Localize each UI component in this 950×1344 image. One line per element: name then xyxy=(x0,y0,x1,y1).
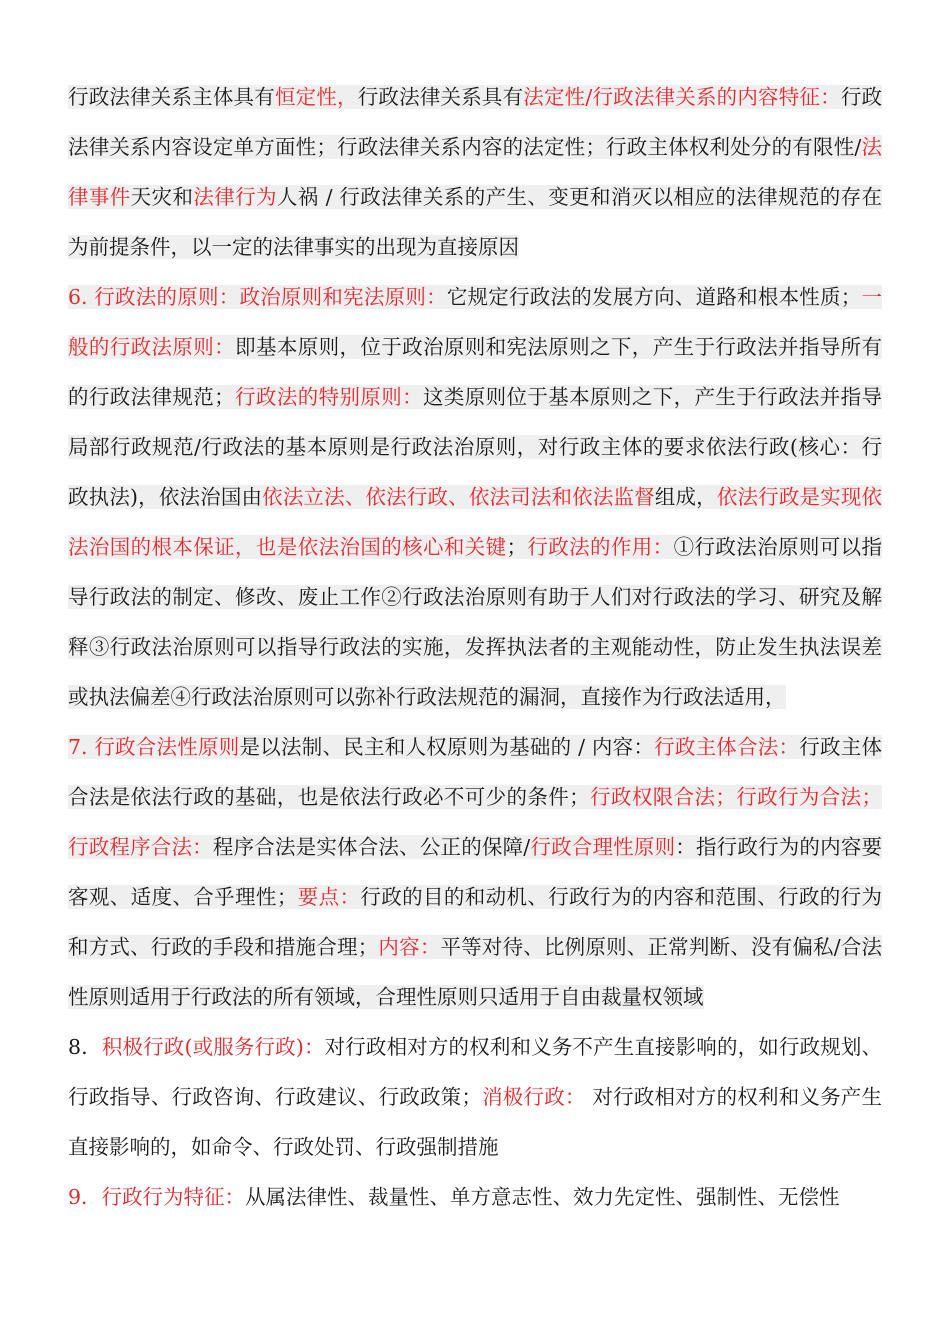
body-text: 组成， xyxy=(654,485,717,509)
paragraph-1 xyxy=(68,72,882,272)
highlighted-term: 行政权限合法；行政行为合法；行政程序合法： xyxy=(68,785,883,859)
body-text: 人祸 / 行政法律关系的产生、变更和消灭以相应的法律规范的存在为前提条件，以一定的法律事实的出现为直接原因 xyxy=(68,185,883,259)
highlighted-term: 法律事件 xyxy=(68,135,883,209)
body-text: 天灾和 xyxy=(130,185,194,209)
highlighted-term: 依法行政是实现依法治国的根本保证，也是依法治国的核心和关键 xyxy=(68,485,883,559)
highlighted-term: 内容： xyxy=(378,935,441,959)
paragraph-2 xyxy=(68,272,882,722)
body-text: 程序合法是实体合法、公正的保障/ xyxy=(212,835,531,859)
body-text: ①行政法治原则可以指导行政法的制定、修改、废止工作②行政法治原则有助于人们对行政法的学习、研究及解释③行政法治原则可以指导行政法的实施，发挥执法者的主观能动性，防止发生执法误差或执法偏差④行政法治原则可以弥补行政法规范的漏洞，直接作为行政法适用， xyxy=(68,535,883,709)
highlighted-term: 行政法的特别原则： xyxy=(234,385,423,409)
body-text: 行政主体合法是依法行政的基础，也是依法行政必不可少的条件； xyxy=(68,735,883,809)
highlighted-term: 恒定性， xyxy=(274,85,358,109)
paragraph-4 xyxy=(68,1022,882,1172)
body-text: 对行政相对方的权利和义务产生直接影响的，如命令、行政处罚、行政强制措施 xyxy=(68,1085,883,1159)
body-text: 平等对待、比例原则、正常判断、没有偏私/合法性原则适用于行政法的所有领域，合理性原则只适用于自由裁量权领域 xyxy=(68,935,883,1009)
body-text: 即基本原则，位于政治原则和宪法原则之下，产生于行政法并指导所有的行政法律规范； xyxy=(68,335,883,409)
highlighted-term: 行政合理性原则 xyxy=(530,835,676,859)
body-text: ：指行政行为的内容要客观、适度、合乎理性； xyxy=(68,835,883,909)
highlighted-term: 9．行政行为特征： xyxy=(68,1185,246,1209)
highlighted-term: 法定性/行政法律关系的内容特征： xyxy=(523,85,841,109)
highlighted-term: 一般的行政法原则： xyxy=(68,285,883,359)
body-text: 它规定行政法的发展方向、道路和根本性质； xyxy=(446,285,862,309)
body-text: 行政法律关系主体具有 xyxy=(68,85,275,109)
highlighted-term: 法律行为 xyxy=(193,185,277,209)
body-text: 行政法律关系内容设定单方面性；行政法律关系内容的法定性；行政主体权利处分的有限性/ xyxy=(68,85,883,159)
body-text: 这类原则位于基本原则之下，产生于行政法并指导局部行政规范/行政法的基本原则是行政法治原则，对行政主体的要求依法行政(核心：行政执法)，依法治国由 xyxy=(68,385,883,509)
highlighted-term: 消极行政： xyxy=(481,1085,586,1109)
highlighted-term: 行政法的作用： xyxy=(527,535,674,559)
body-text: 行政法律关系具有 xyxy=(357,85,524,109)
highlighted-term: 积极行政(或服务行政)： xyxy=(101,1035,325,1059)
paragraph-text xyxy=(68,285,882,709)
paragraph-text xyxy=(68,1035,882,1159)
paragraph-text xyxy=(68,735,882,1009)
paragraph-text xyxy=(68,85,882,259)
paragraph-text xyxy=(68,1185,840,1209)
highlighted-term: 要点： xyxy=(297,885,361,909)
body-text: 对行政相对方的权利和义务不产生直接影响的，如行政规划、行政指导、行政咨询、行政建议、行政政策； xyxy=(68,1035,882,1109)
body-text: 从属法律性、裁量性、单方意志性、效力先定性、强制性、无偿性 xyxy=(245,1185,840,1209)
highlighted-term: 行政主体合法： xyxy=(654,735,800,759)
highlighted-term: 6. 行政法的原则：政治原则和宪法原则： xyxy=(68,285,447,309)
body-text: 8． xyxy=(68,1035,102,1059)
body-text: 是以法制、民主和人权原则为基础的 / 内容： xyxy=(239,735,655,759)
body-text: ； xyxy=(506,535,528,559)
highlighted-term: 依法立法、依法行政、依法司法和依法监督 xyxy=(262,485,655,509)
paragraph-3 xyxy=(68,722,882,1022)
paragraph-5 xyxy=(68,1172,882,1222)
body-text: 行政的目的和动机、行政行为的内容和范围、行政的行为和方式、行政的手段和措施合理； xyxy=(68,885,883,959)
highlighted-term: 7. 行政合法性原则 xyxy=(68,735,240,759)
